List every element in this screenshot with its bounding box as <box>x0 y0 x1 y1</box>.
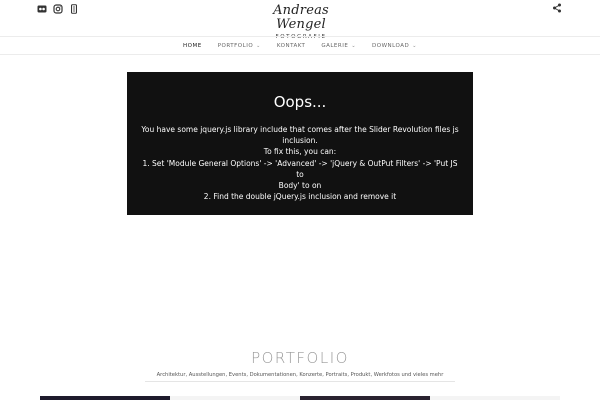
slider-error-box <box>127 72 473 215</box>
nav-item-label: PORTFOLIO <box>217 42 254 49</box>
error-line: 2. Find the double jQuery.js inclusion and remove it <box>203 192 397 202</box>
flickr-icon[interactable] <box>37 4 47 14</box>
portfolio-heading: PORTFOLIO <box>251 349 349 367</box>
nav-item-label: HOME <box>183 42 202 49</box>
site-logo[interactable] <box>255 3 347 40</box>
chevron-down-icon: ⌄ <box>256 42 261 49</box>
instagram-icon[interactable] <box>53 4 63 14</box>
portfolio-thumb[interactable] <box>300 396 430 400</box>
portfolio-thumbnails <box>40 396 560 400</box>
chevron-down-icon: ⌄ <box>351 42 357 49</box>
nav-item-portfolio[interactable] <box>210 43 269 49</box>
nav-item-label: DOWNLOAD <box>372 42 410 49</box>
portfolio-thumb[interactable] <box>40 396 170 400</box>
error-line: You have some jquery.js library include that comes after the Slider Revolution files js <box>141 125 459 134</box>
error-line: Body' to on <box>278 181 322 191</box>
nav-item-download[interactable] <box>364 43 425 49</box>
nav-item-label: KONTAKT <box>276 42 306 49</box>
portfolio-thumb[interactable] <box>430 396 560 400</box>
error-message <box>127 124 473 202</box>
portfolio-thumb[interactable] <box>170 396 300 400</box>
share-icon[interactable] <box>552 3 562 13</box>
error-line: 1. Set 'Module General Options' -> 'Advanced' -> 'jQuery & OutPut Filters' -> 'Put JS to <box>142 158 458 179</box>
social-links <box>37 4 79 14</box>
error-line: To fix this, you can: <box>263 147 337 157</box>
nav-item-galerie[interactable] <box>313 43 364 49</box>
nav-item-label: GALERIE <box>321 42 349 49</box>
portfolio-subtitle: Architektur, Ausstellungen, Events, Dokumentationen, Konzerte, Portraits, Produkt, Werkfotos und vieles mehr <box>145 372 455 382</box>
main-nav <box>0 36 600 55</box>
500px-icon[interactable] <box>69 4 79 14</box>
error-line: inclusion. <box>282 136 318 146</box>
nav-item-kontakt[interactable] <box>269 43 313 49</box>
top-bar <box>0 0 600 40</box>
logo-script: Andreas Wengel <box>273 3 329 32</box>
logo-subtitle: FOTOGRAFIE <box>275 34 327 40</box>
chevron-down-icon: ⌄ <box>412 42 417 49</box>
nav-item-home[interactable] <box>175 43 210 49</box>
error-title: Oops... <box>273 93 327 111</box>
